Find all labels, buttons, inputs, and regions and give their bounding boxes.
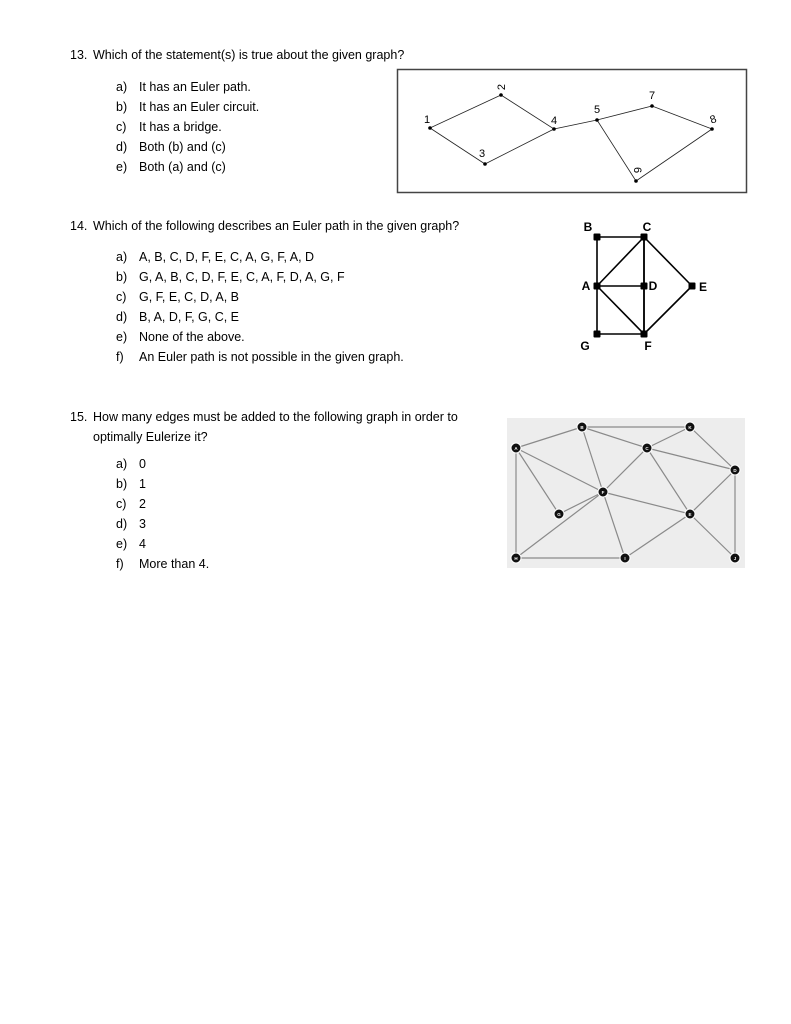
q15-label-H: H — [514, 556, 518, 561]
q14-option-e: e) None of the above. — [116, 330, 245, 344]
q14-label-F: F — [644, 339, 652, 353]
q15-label-B: B — [580, 425, 584, 430]
q15-graph — [507, 418, 747, 570]
q15-option-e: e) 4 — [116, 537, 146, 551]
q14-option-b: b) G, A, B, C, D, F, E, C, A, F, D, A, G, F — [116, 270, 345, 284]
q15-text-line2: optimally Eulerize it? — [93, 430, 208, 444]
q15-label-J: J — [733, 556, 737, 561]
q14-node-D — [641, 283, 648, 290]
q14-text: Which of the following describes an Euler path in the given graph? — [93, 219, 460, 233]
q14-label-B: B — [583, 220, 593, 234]
q13-graph-frame — [398, 70, 747, 193]
q14-option-a: a) A, B, C, D, F, E, C, A, G, F, A, D — [116, 250, 315, 264]
q15-option-f: f) More than 4. — [116, 557, 210, 571]
q14-label-A: A — [581, 279, 591, 293]
q15-label-A: A — [514, 446, 518, 451]
q15-label-G: G — [557, 512, 561, 517]
q13-label-2: 2 — [496, 83, 508, 91]
q15-option-b: b) 1 — [116, 477, 146, 491]
q14-edge-A-C — [597, 237, 644, 286]
q15-option-d: d) 3 — [116, 517, 146, 531]
q13-node-4 — [552, 127, 556, 131]
q14-option-f: f) An Euler path is not possible in the given graph. — [116, 350, 404, 364]
q14-node-G — [594, 331, 601, 338]
q13-option-a: a) It has an Euler path. — [116, 80, 251, 94]
q13-node-2 — [499, 93, 503, 97]
q13-node-7 — [650, 104, 654, 108]
q14-node-F — [641, 331, 648, 338]
q13-text: Which of the statement(s) is true about the given graph? — [93, 48, 405, 62]
q15-question — [70, 410, 458, 424]
q14-edge-E-F — [644, 286, 692, 334]
q13-node-6 — [634, 179, 638, 183]
q13-node-5 — [595, 118, 599, 122]
q15-option-a: a) 0 — [116, 457, 146, 471]
q13-label-7: 7 — [648, 90, 656, 102]
q15-label-D: D — [733, 468, 737, 473]
q13-label-1: 1 — [423, 114, 431, 126]
q14-label-C: C — [642, 220, 652, 234]
q13-label-8: 8 — [708, 113, 719, 127]
q15-option-c: c) 2 — [116, 497, 146, 511]
q15-text-line1: How many edges must be added to the following graph in order to — [93, 410, 458, 424]
q13-number: 13. — [70, 48, 88, 62]
q13-label-5: 5 — [593, 104, 601, 116]
q13-node-8 — [710, 127, 714, 131]
q14-option-d: d) B, A, D, F, G, C, E — [116, 310, 240, 324]
q13-label-3: 3 — [478, 148, 486, 160]
q13-option-c: c) It has a bridge. — [116, 120, 222, 134]
q13-option-b: b) It has an Euler circuit. — [116, 100, 260, 114]
q13-node-1 — [428, 126, 432, 130]
q14-node-A — [594, 283, 601, 290]
q15-number: 15. — [70, 410, 88, 424]
q13-graph — [397, 69, 748, 194]
q14-label-E: E — [698, 280, 708, 294]
q15-graph-panel — [507, 418, 745, 568]
q13-question — [70, 48, 404, 62]
q15-label-C: C — [645, 446, 649, 451]
q14-node-B — [594, 234, 601, 241]
q15-label-K: K — [688, 425, 692, 430]
q14-graph — [570, 215, 720, 360]
q15-label-I: I — [624, 556, 626, 561]
q15-label-F: F — [601, 490, 605, 495]
q13-option-d: d) Both (b) and (c) — [116, 140, 226, 154]
q15-label-E: E — [688, 512, 692, 517]
q14-edge-A-F — [597, 286, 644, 334]
q13-node-3 — [483, 162, 487, 166]
q14-number: 14. — [70, 219, 88, 233]
q14-label-G: G — [580, 339, 590, 353]
q13-label-4: 4 — [550, 115, 558, 127]
q14-label-D: D — [648, 279, 658, 293]
q14-node-C — [641, 234, 648, 241]
q13-label-6: 6 — [631, 166, 643, 174]
q14-node-E — [689, 283, 696, 290]
q14-option-c: c) G, F, E, C, D, A, B — [116, 290, 240, 304]
q13-option-e: e) Both (a) and (c) — [116, 160, 226, 174]
q14-question — [70, 219, 459, 233]
